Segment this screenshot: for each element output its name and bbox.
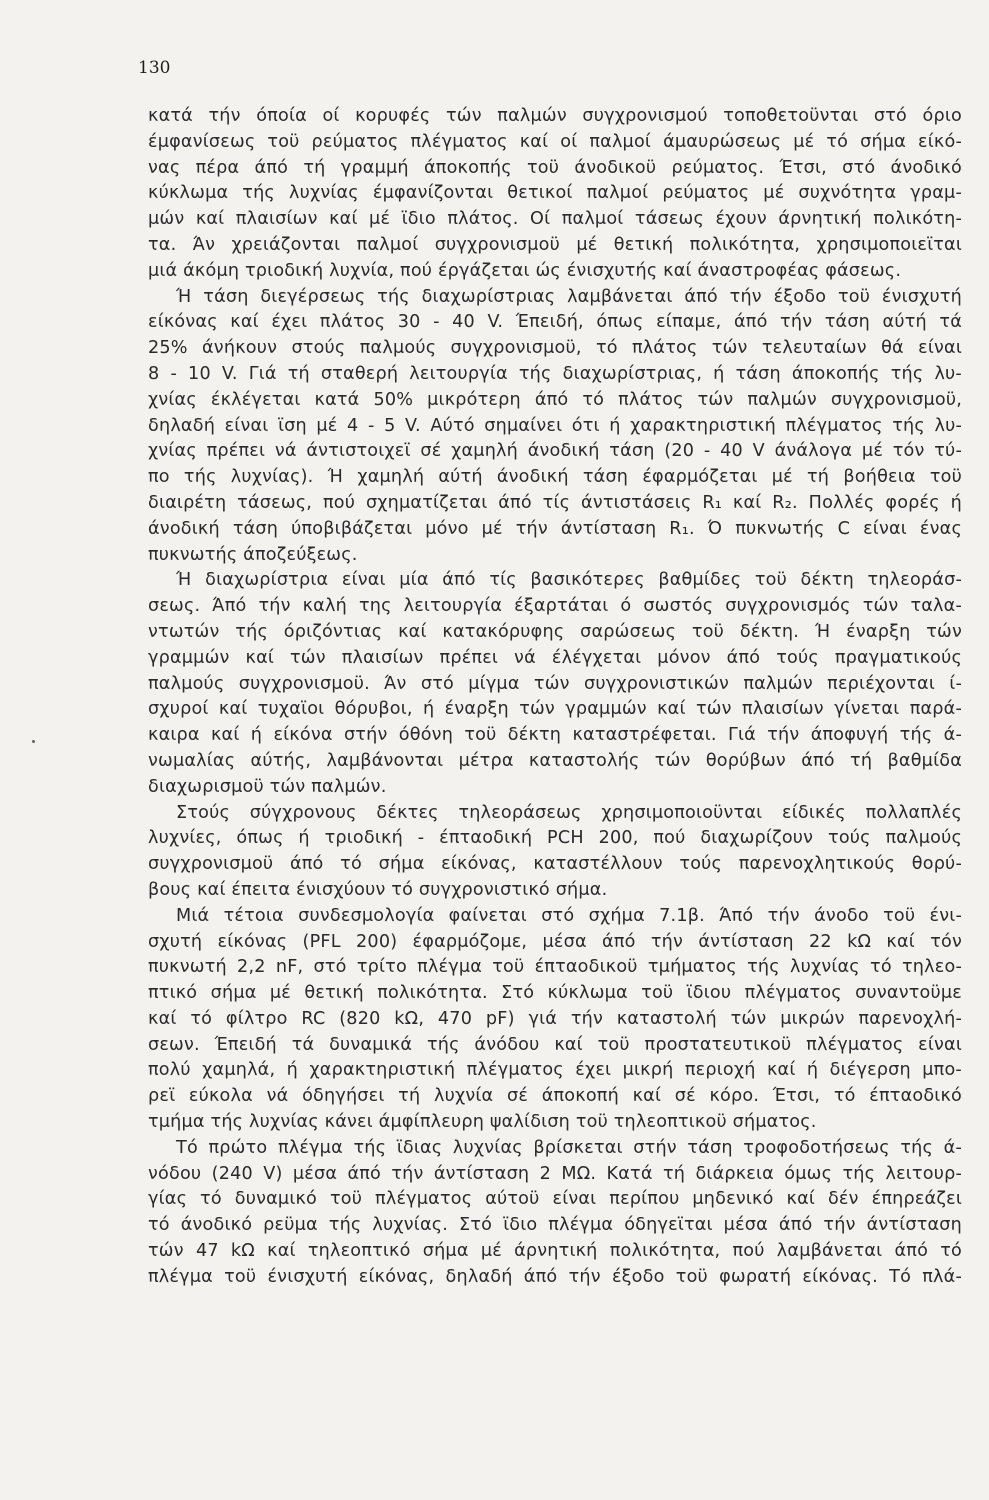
text-line: πυκνωτή 2,2 nF, στό τρίτο πλέγμα τοϋ έπταοδικοϋ τμήματος τής λυχνίας τό τηλεο- xyxy=(148,957,962,978)
text-line: ρεϊ εύκολα νά όδηγήσει τή λυχνία σέ άποκοπή καί σέ κόρο. Έτσι, τό έπταοδικό xyxy=(148,1086,962,1107)
body-text xyxy=(148,104,962,1291)
text-line: πτικό σήμα μέ θετική πολικότητα. Στό κύκλωμα τοϋ ϊδιου πλέγματος συναντοϋμε xyxy=(148,983,962,1004)
text-line: μιά άκόμη τριοδική λυχνία, πού έργάζεται ώς ένισχυτής καί άναστροφέας φάσεως. xyxy=(148,260,902,281)
text-line: σχυτή είκόνας (PFL 200) έφαρμόζομε, μέσα άπό τήν άντίσταση 22 kΩ καί τόν xyxy=(148,931,962,952)
text-line: πυκνωτής άποζεύξεως. xyxy=(148,544,358,565)
text-line: άνοδική τάση ύποβιβάζεται μόνο μέ τήν άντίσταση R₁. Ό πυκνωτής C είναι ένας xyxy=(148,518,962,539)
text-line: γραμμών καί τών πλαισίων πρέπει νά έλέγχεται μόνον άπό τούς πραγματικούς xyxy=(148,647,962,668)
text-line: συγχρονισμοϋ άπό τό σήμα είκόνας, καταστέλλουν τούς παρενοχλητικούς θορύ- xyxy=(148,854,962,875)
text-line: καιρα καί ή είκόνα στήν όθόνη τοϋ δέκτη καταστρέφεται. Γιά τήν άποφυγή τής ά- xyxy=(148,725,962,746)
text-line: Ή τάση διεγέρσεως τής διαχωρίστριας λαμβάνεται άπό τήν έξοδο τοϋ ένισχυτή xyxy=(176,286,962,307)
text-line: Μιά τέτοια συνδεσμολογία φαίνεται στό σχήμα 7.1β. Άπό τήν άνοδο τοϋ ένι- xyxy=(176,905,962,926)
text-line: νόδου (240 V) μέσα άπό τήν άντίσταση 2 ΜΩ. Κατά τή διάρκεια όμως τής λειτουρ- xyxy=(148,1163,962,1184)
text-line: διαχωρισμοϋ τών παλμών. xyxy=(148,776,387,797)
text-line: 8 - 10 V. Γιά τή σταθερή λειτουργία τής διαχωρίστριας, ή τάση άποκοπής τής λυ- xyxy=(148,363,962,384)
page-number: 130 xyxy=(138,58,171,78)
text-line: πλέγμα τοϋ ένισχυτή είκόνας, δηλαδή άπό τήν έξοδο τοϋ φωρατή είκόνας. Τό πλά- xyxy=(148,1266,962,1287)
text-line: τό άνοδικό ρεϋμα τής λυχνίας. Στό ϊδιο πλέγμα όδηγεϊται μέσα άπό τήν άντίσταση xyxy=(148,1215,962,1236)
text-line: χνίας έκλέγεται κατά 50% μικρότερη άπό τό πλάτος τών παλμών συγχρονισμοϋ, xyxy=(148,389,962,410)
text-line: τα. Άν χρειάζονται παλμοί συγχρονισμοϋ μέ θετική πολικότητα, χρησιμοποιεϊται xyxy=(148,234,962,255)
text-line: νωμαλίας αύτής, λαμβάνονται μέτρα καταστολής τών θορύβων άπό τή βαθμίδα xyxy=(148,750,962,771)
text-line: χνίας πρέπει νά άντιστοιχεϊ σέ χαμηλή άνοδική τάση (20 - 40 V άνάλογα μέ τόν τύ- xyxy=(148,441,962,462)
text-line: διαιρέτη τάσεως, πού σχηματίζεται άπό τίς άντιστάσεις R₁ καί R₂. Πολλές φορές ή xyxy=(148,492,962,513)
text-line: καί τό φίλτρο RC (820 kΩ, 470 pF) γιά τήν καταστολή τών μικρών παρενοχλή- xyxy=(148,1008,962,1029)
text-line: ντωτών τής όριζόντιας καί κατακόρυφης σαρώσεως τοϋ δέκτη. Ή έναρξη τών xyxy=(148,621,962,642)
text-line: σεως. Άπό τήν καλή της λειτουργία έξαρτάται ό σωστός συγχρονισμός τών ταλα- xyxy=(148,596,962,617)
text-line: γίας τό δυναμικό τοϋ πλέγματος αύτοϋ είναι περίπου μηδενικό καί δέν έπηρεάζει xyxy=(148,1189,962,1210)
text-line: βους καί έπειτα ένισχύουν τό συγχρονιστικό σήμα. xyxy=(148,879,608,900)
text-line: λυχνίες, όπως ή τριοδική - έπταοδική PCH 200, πού διαχωρίζουν τούς παλμούς xyxy=(148,828,962,849)
text-line: έμφανίσεως τοϋ ρεύματος πλέγματος καί οί παλμοί άμαυρώσεως μέ τό σήμα είκό- xyxy=(148,131,962,152)
text-line: Τό πρώτο πλέγμα τής ϊδιας λυχνίας βρίσκεται στήν τάση τροφοδοτήσεως τής ά- xyxy=(176,1137,962,1158)
text-line: δηλαδή είναι ϊση μέ 4 - 5 V. Αύτό σημαίνει ότι ή χαρακτηριστική πλέγματος τής λυ- xyxy=(148,415,962,436)
text-line: τμήμα τής λυχνίας κάνει άμφίπλευρη ψαλίδιση τοϋ τηλεοπτικοϋ σήματος. xyxy=(148,1112,817,1133)
text-line: πο τής λυχνίας). Ή χαμηλή αύτή άνοδική τάση έφαρμόζεται μέ τή βοήθεια τοϋ xyxy=(148,467,962,488)
text-line: τών 47 kΩ καί τηλεοπτικό σήμα μέ άρνητική πολικότητα, πού λαμβάνεται άπό τό xyxy=(148,1241,962,1262)
text-line: σεων. Έπειδή τά δυναμικά τής άνόδου καί τοϋ προστατευτικοϋ πλέγματος είναι xyxy=(148,1034,962,1055)
text-line: μών καί πλαισίων καί μέ ϊδιο πλάτος. Οί παλμοί τάσεως έχουν άρνητική πολικότη- xyxy=(148,209,962,230)
text-line: σχυροί καί τυχαϊοι θόρυβοι, ή έναρξη τών γραμμών καί τών πλαισίων γίνεται παρά- xyxy=(148,699,962,720)
text-line: είκόνας καί έχει πλάτος 30 - 40 V. Έπειδή, όπως είπαμε, άπό τήν τάση αύτή τά xyxy=(148,312,962,333)
text-line: 25% άνήκουν στούς παλμούς συγχρονισμοϋ, τό πλάτος τών τελευταίων θά είναι xyxy=(148,338,962,359)
text-line: νας πέρα άπό τή γραμμή άποκοπής τοϋ άνοδικοϋ ρεύματος. Έτσι, στό άνοδικό xyxy=(148,157,962,178)
text-line: Στούς σύγχρονους δέκτες τηλεοράσεως χρησιμοποιοϋνται είδικές πολλαπλές xyxy=(176,802,962,823)
text-line: κύκλωμα τής λυχνίας έμφανίζονται θετικοί παλμοί ρεύματος μέ συχνότητα γραμ- xyxy=(148,183,962,204)
scan-speck xyxy=(32,740,35,743)
text-line: πολύ χαμηλά, ή χαρακτηριστική πλέγματος έχει μικρή περιοχή καί ή διέγερση μπο- xyxy=(148,1060,962,1081)
text-line: κατά τήν όποία οί κορυφές τών παλμών συγχρονισμού τοποθετοϋνται στό όριο xyxy=(148,106,962,126)
text-line: παλμούς συγχρονισμοϋ. Άν στό μίγμα τών συγχρονιστικών παλμών περιέχονται ί- xyxy=(148,673,962,694)
text-line: Ή διαχωρίστρια είναι μία άπό τίς βασικότερες βαθμίδες τοϋ δέκτη τηλεοράσ- xyxy=(176,570,962,591)
